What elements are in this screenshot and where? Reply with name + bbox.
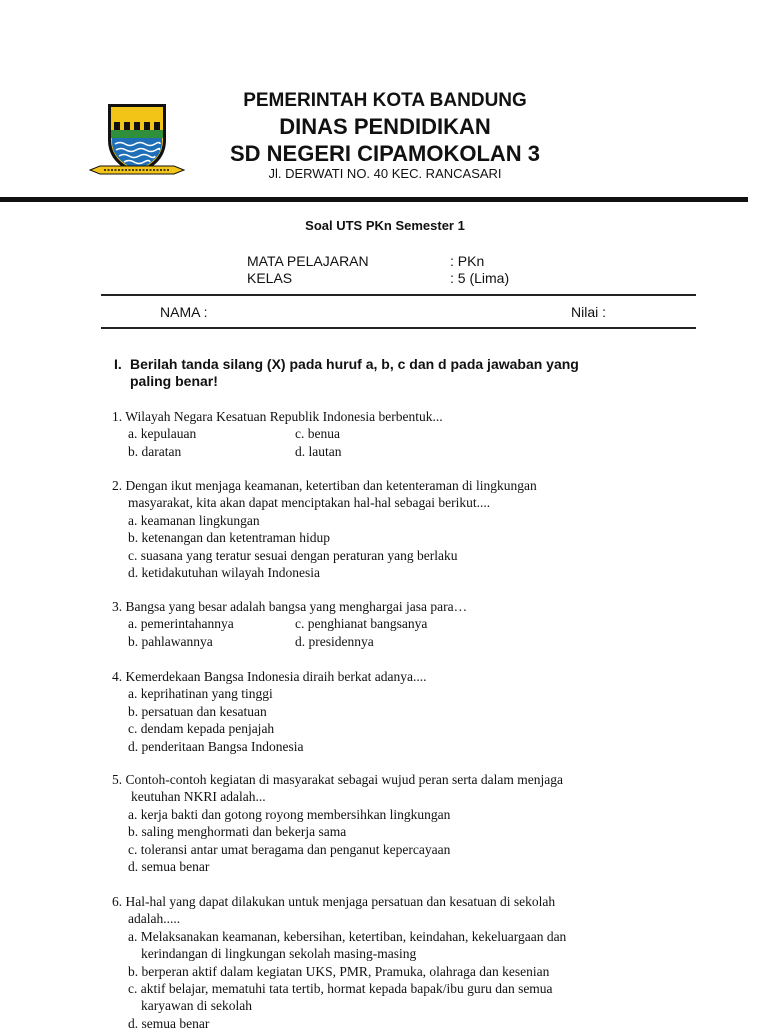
answer-option[interactable]: a. keprihatinan yang tinggi: [128, 686, 273, 702]
answer-option[interactable]: b. berperan aktif dalam kegiatan UKS, PMR, Pramuka, olahraga dan kesenian: [128, 963, 550, 979]
name-box-bottom-rule: [101, 327, 696, 329]
answer-option[interactable]: c. penghianat bangsanya: [295, 616, 428, 632]
question-stem: 6. Hal-hal yang dapat dilakukan untuk menjaga persatuan dan kesatuan di sekolah: [112, 894, 556, 909]
subject-label: MATA PELAJARAN: [247, 253, 369, 269]
government-name: PEMERINTAH KOTA BANDUNG: [243, 90, 527, 111]
question-3: [112, 598, 732, 650]
answer-option[interactable]: a. Melaksanakan keamanan, kebersihan, ketertiban, keindahan, kekeluargaan dan: [128, 928, 567, 944]
question-5: [112, 771, 732, 875]
answer-option[interactable]: c. toleransi antar umat beragama dan penganut kepercayaan: [128, 841, 451, 857]
answer-option[interactable]: c. dendam kepada penjajah: [128, 721, 275, 737]
answer-option[interactable]: c. suasana yang teratur sesuai dengan peraturan yang berlaku: [128, 547, 458, 563]
question-stem: adalah.....: [128, 911, 181, 927]
name-box-top-rule: [101, 294, 696, 296]
subject-value: : PKn: [450, 253, 485, 269]
question-6: [112, 893, 732, 1032]
exam-title: Soal UTS PKn Semester 1: [305, 218, 465, 233]
answer-option-continued: karyawan di sekolah: [141, 998, 252, 1014]
answer-option-continued: kerindangan di lingkungan sekolah masing-masing: [141, 946, 417, 962]
answer-option[interactable]: b. pahlawannya: [128, 633, 213, 649]
answer-option[interactable]: c. aktif belajar, mematuhi tata tertib, hormat kepada bapak/ibu guru dan semua: [128, 981, 553, 997]
answer-option[interactable]: a. kerja bakti dan gotong royong membersihkan lingkungan: [128, 806, 451, 822]
answer-option[interactable]: b. persatuan dan kesatuan: [128, 703, 267, 719]
answer-option[interactable]: d. ketidakutuhan wilayah Indonesia: [128, 565, 320, 581]
answer-option[interactable]: a. keamanan lingkungan: [128, 512, 260, 528]
answer-option[interactable]: a. pemerintahannya: [128, 616, 234, 632]
class-value: : 5 (Lima): [450, 270, 510, 286]
answer-option[interactable]: d. presidennya: [295, 633, 374, 649]
section-instruction: [114, 356, 654, 390]
school-address: Jl. DERWATI NO. 40 KEC. RANCASARI: [268, 166, 502, 181]
answer-option[interactable]: c. benua: [295, 426, 340, 442]
answer-option[interactable]: b. ketenangan dan ketentraman hidup: [128, 530, 331, 546]
instruction-line: Berilah tanda silang (X) pada huruf a, b, c dan d pada jawaban yang: [130, 356, 579, 372]
score-label: Nilai :: [571, 304, 607, 320]
answer-option[interactable]: d. lautan: [295, 443, 342, 459]
question-4: [112, 668, 732, 755]
bandung-city-emblem-icon: [88, 100, 186, 182]
question-2: [112, 477, 732, 581]
student-name-label: NAMA :: [160, 304, 208, 320]
department-name: DINAS PENDIDIKAN: [279, 114, 491, 139]
letterhead-divider: [0, 197, 748, 202]
answer-option[interactable]: d. semua benar: [128, 1015, 210, 1031]
class-label: KELAS: [247, 270, 293, 286]
answer-option[interactable]: d. semua benar: [128, 859, 210, 875]
question-stem: 5. Contoh-contoh kegiatan di masyarakat sebagai wujud peran serta dalam menjaga: [112, 772, 563, 787]
question-stem: 4. Kemerdekaan Bangsa Indonesia diraih berkat adanya....: [112, 669, 427, 684]
section-number: I.: [114, 356, 122, 372]
question-stem: keutuhan NKRI adalah...: [131, 789, 266, 805]
school-name: SD NEGERI CIPAMOKOLAN 3: [229, 141, 541, 166]
answer-option[interactable]: d. penderitaan Bangsa Indonesia: [128, 738, 304, 754]
question-stem: 3. Bangsa yang besar adalah bangsa yang menghargai jasa para…: [112, 599, 468, 614]
answer-option[interactable]: a. kepulauan: [128, 426, 197, 442]
question-stem: 2. Dengan ikut menjaga keamanan, ketertiban dan ketenteraman di lingkungan: [112, 478, 537, 493]
question-stem: 1. Wilayah Negara Kesatuan Republik Indonesia berbentuk...: [112, 409, 443, 424]
question-stem: masyarakat, kita akan dapat menciptakan hal-hal sebagai berikut....: [128, 495, 491, 511]
answer-option[interactable]: b. daratan: [128, 443, 182, 459]
answer-option[interactable]: b. saling menghormati dan bekerja sama: [128, 824, 347, 840]
instruction-line: paling benar!: [130, 373, 218, 389]
question-1: [112, 408, 732, 460]
